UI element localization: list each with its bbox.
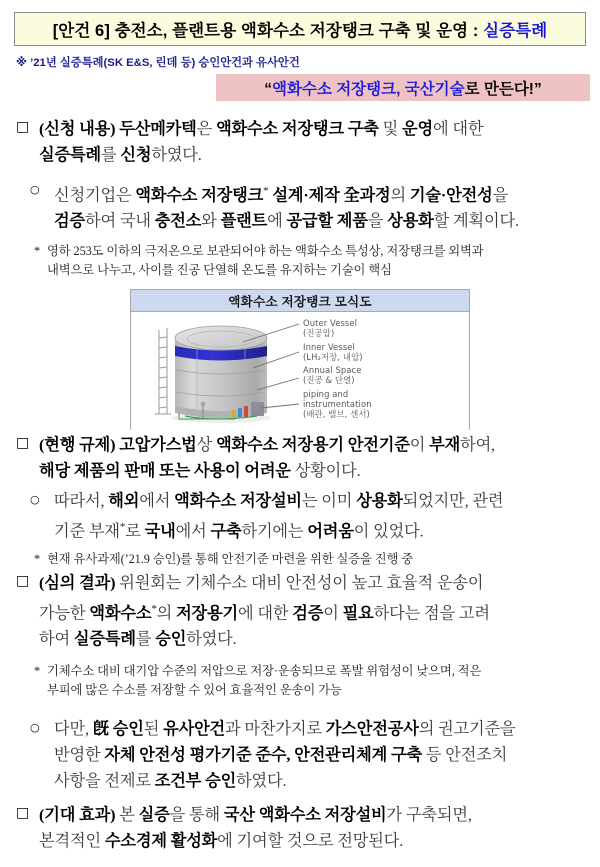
t: 된 xyxy=(143,720,164,738)
section-review-result-text xyxy=(39,570,592,652)
t: 을 xyxy=(367,212,388,231)
t: 상황이다. xyxy=(290,462,361,480)
footnote-low-pressure xyxy=(34,662,590,700)
section-applicant-plan xyxy=(30,178,590,234)
t: 하여, xyxy=(460,436,495,454)
t: 상용화 xyxy=(356,492,403,510)
t: 저장용기 xyxy=(176,604,239,623)
t: 수소경제 활성화 xyxy=(104,832,218,850)
t: 설계·제작 xyxy=(268,186,344,205)
t: 와 xyxy=(201,212,221,231)
t: 해당 제품의 판매 또는 사용이 어려운 xyxy=(39,462,291,480)
footnote-cryogenic xyxy=(34,242,590,280)
footnote-star-icon: * xyxy=(34,552,41,566)
t: 을 xyxy=(492,186,509,205)
t: 및 xyxy=(378,120,403,138)
t: 하여 xyxy=(39,630,74,649)
t: 자체 안전성 평가기준 준수, 안전관리체계 구축 xyxy=(104,746,422,764)
section-overseas-status-text xyxy=(54,488,592,544)
square-bullet-icon: □ xyxy=(16,119,30,135)
t: 하였다. xyxy=(236,772,287,790)
t: 반영한 xyxy=(54,746,105,764)
t: 실증 xyxy=(138,806,170,824)
t: 는 이미 xyxy=(301,492,357,510)
footnote-similar-task xyxy=(34,550,590,569)
figure-label-piping-instrumentation xyxy=(303,389,469,420)
section-review-result-label: (심의 결과) xyxy=(39,574,116,592)
footnote-marker: * xyxy=(119,521,126,533)
t: 에 대한 xyxy=(433,120,484,138)
section-application xyxy=(16,116,588,168)
t: 신청기업은 xyxy=(54,186,136,205)
t: 하다는 점을 고려 xyxy=(373,604,490,623)
footnote-line-2: 부피에 많은 수소를 저장할 수 있어 효율적인 운송이 가능 xyxy=(47,683,342,697)
circle-bullet-icon: ○ xyxy=(30,721,40,734)
t: 승인 xyxy=(155,630,187,649)
t: 국내 xyxy=(144,522,176,541)
t: 다만, xyxy=(54,720,93,738)
t: 따라서, xyxy=(54,492,109,510)
t: 실증특례 xyxy=(73,630,136,649)
title-prefix: [안건 6] 충전소, 플랜트용 액화수소 저장탱크 구축 및 운영 : xyxy=(52,22,484,40)
footnote-line-2: 내벽으로 나누고, 사이를 진공 단열해 온도를 유지하는 기술이 핵심 xyxy=(47,263,392,277)
section-current-regulation-label: (현행 규제) xyxy=(39,436,116,454)
figure-label-list xyxy=(303,318,469,423)
t: 상용화 xyxy=(387,212,434,231)
square-bullet-icon: □ xyxy=(16,805,30,821)
ladder-structure xyxy=(155,328,171,414)
t: 에 기여할 것으로 전망된다. xyxy=(217,832,404,850)
t: 충전소 xyxy=(154,212,202,231)
t: 구축 xyxy=(210,522,242,541)
section-conditional-approval xyxy=(30,716,592,794)
t: 가스안전공사 xyxy=(325,720,419,738)
section-application-label: (신청 내용) xyxy=(39,120,116,138)
label-en2: instrumentation xyxy=(303,398,372,409)
quote-accent: 액화수소 저장탱크, 국산기술 xyxy=(272,80,465,98)
t: 검증 xyxy=(292,604,324,623)
quote-tail: 로 만든다!” xyxy=(464,80,542,98)
t: 부재 xyxy=(429,436,461,454)
t: 고압가스법 xyxy=(119,436,197,454)
figure-label-inner-vessel xyxy=(303,342,469,362)
section-conditional-approval-text xyxy=(54,716,592,794)
storage-tank-illustration xyxy=(145,314,295,428)
t: 기준 부재 xyxy=(54,522,120,541)
page-title xyxy=(53,17,548,41)
t: 유사안건 xyxy=(163,720,226,738)
footnote-marker: * xyxy=(263,185,269,197)
figure-lh2-storage-tank xyxy=(130,289,470,430)
footnote-line-1: 현재 유사과제(’21.9 승인)를 통해 안전기준 마련을 위한 실증을 진행 중 xyxy=(47,552,414,566)
t: 하였다. xyxy=(186,630,237,649)
t: 가능한 xyxy=(39,604,90,623)
t: 할 계획이다. xyxy=(433,212,519,231)
section-review-result xyxy=(16,570,592,652)
figure-label-outer-vessel xyxy=(303,318,469,338)
circle-bullet-icon: ○ xyxy=(30,493,40,506)
label-en: Inner Vessel xyxy=(303,341,355,352)
t: 어려움 xyxy=(307,522,354,541)
t: 를 xyxy=(135,630,156,649)
t: 공급할 제품 xyxy=(286,212,368,231)
label-ko: (배관, 밸브, 센서) xyxy=(303,409,370,420)
t: 旣 승인 xyxy=(92,720,144,738)
figure-caption: 액화수소 저장탱크 모식도 xyxy=(131,290,469,312)
section-applicant-plan-text xyxy=(54,178,590,234)
label-en: Annual Space xyxy=(303,365,362,376)
figure-body xyxy=(131,312,469,430)
title-accent: 실증특례 xyxy=(483,22,548,40)
t: 조건부 승인 xyxy=(154,772,237,790)
t: 全과정 xyxy=(343,186,391,205)
section-application-text xyxy=(39,116,588,168)
t: 검증 xyxy=(54,212,85,231)
t: 하기에는 xyxy=(241,522,308,541)
t: 해외 xyxy=(108,492,140,510)
t: 에 xyxy=(267,212,287,231)
t: 이 xyxy=(409,436,430,454)
t: 과 마찬가지로 xyxy=(225,720,326,738)
footnote-line-1: 영하 253도 이하의 극저온으로 보관되어야 하는 액화수소 특성상, 저장탱크를 외벽과 xyxy=(47,244,484,258)
footnote-star-icon: * xyxy=(34,664,41,678)
label-ko: (LH₂저장, 내압) xyxy=(303,351,363,362)
section-overseas-status xyxy=(30,488,592,544)
t: 본격적인 xyxy=(39,832,105,850)
t: 을 통해 xyxy=(169,806,224,824)
t: 국산 액화수소 저장설비 xyxy=(223,806,387,824)
t: 상 xyxy=(196,436,217,454)
t: 의 권고기준을 xyxy=(418,720,516,738)
t: 에 대한 xyxy=(238,604,293,623)
t: 실증특례 xyxy=(39,146,101,164)
t: 플랜트 xyxy=(220,212,268,231)
t: 를 xyxy=(100,146,121,164)
tank-top xyxy=(175,326,267,350)
agenda-title-bar xyxy=(14,12,586,46)
label-en: Outer Vessel xyxy=(303,318,358,328)
t: 의 xyxy=(390,186,410,205)
t: 가 구축되면, xyxy=(386,806,472,824)
t: 기술·안전성 xyxy=(409,186,493,205)
t: 되었지만, 관련 xyxy=(402,492,504,510)
section-expected-effect xyxy=(16,802,592,854)
t: 액화수소 저장설비 xyxy=(174,492,302,510)
t: 필요 xyxy=(342,604,374,623)
t: 액화수소 저장용기 안전기준 xyxy=(216,436,410,454)
quote-open-mark: “ xyxy=(264,80,272,98)
t: 로 xyxy=(125,522,145,541)
section-current-regulation-text xyxy=(39,432,592,484)
t: 하였다. xyxy=(151,146,202,164)
t: 본 xyxy=(119,806,139,824)
t: 이 있었다. xyxy=(353,522,424,541)
t: 액화수소 저장탱크 구축 xyxy=(216,120,379,138)
section-expected-effect-label: (기대 효과) xyxy=(39,806,116,824)
t: 은 xyxy=(196,120,217,138)
label-ko: (진공압) xyxy=(303,328,335,339)
highlight-quote xyxy=(264,77,541,99)
agenda-note: ※ ’21년 실증특례(SK E&S, 린데 등) 승인안건과 유사안건 xyxy=(16,57,300,69)
label-ko: (진공 & 단열) xyxy=(303,375,355,386)
t: 등 안전조치 xyxy=(422,746,508,764)
t: 운영 xyxy=(402,120,433,138)
t: 하여 국내 xyxy=(84,212,155,231)
footnote-line-1: 기체수소 대비 대기압 수준의 저압으로 저장·운송되므로 폭발 위험성이 낮으며, 적은 xyxy=(47,664,482,678)
t: 의 xyxy=(156,604,177,623)
square-bullet-icon: □ xyxy=(16,435,30,451)
t: 액화수소 저장탱크 xyxy=(135,186,264,205)
square-bullet-icon: □ xyxy=(16,573,30,589)
t: 액화수소 xyxy=(89,604,152,623)
t: 에서 xyxy=(139,492,175,510)
section-current-regulation xyxy=(16,432,592,484)
footnote-marker: * xyxy=(151,603,157,615)
t: 두산메카텍 xyxy=(119,120,197,138)
circle-bullet-icon: ○ xyxy=(30,183,40,196)
label-en: piping and xyxy=(303,388,349,399)
t: 신청 xyxy=(120,146,152,164)
figure-label-annual-space xyxy=(303,365,469,385)
footnote-star-icon: * xyxy=(34,244,41,258)
t: 이 xyxy=(323,604,343,623)
t: 에서 xyxy=(175,522,211,541)
highlight-quote-banner xyxy=(216,74,590,101)
section-expected-effect-text xyxy=(39,802,592,854)
t: 위원회는 기체수소 대비 안전성이 높고 효율적 운송이 xyxy=(119,574,484,592)
t: 사항을 전제로 xyxy=(54,772,155,790)
